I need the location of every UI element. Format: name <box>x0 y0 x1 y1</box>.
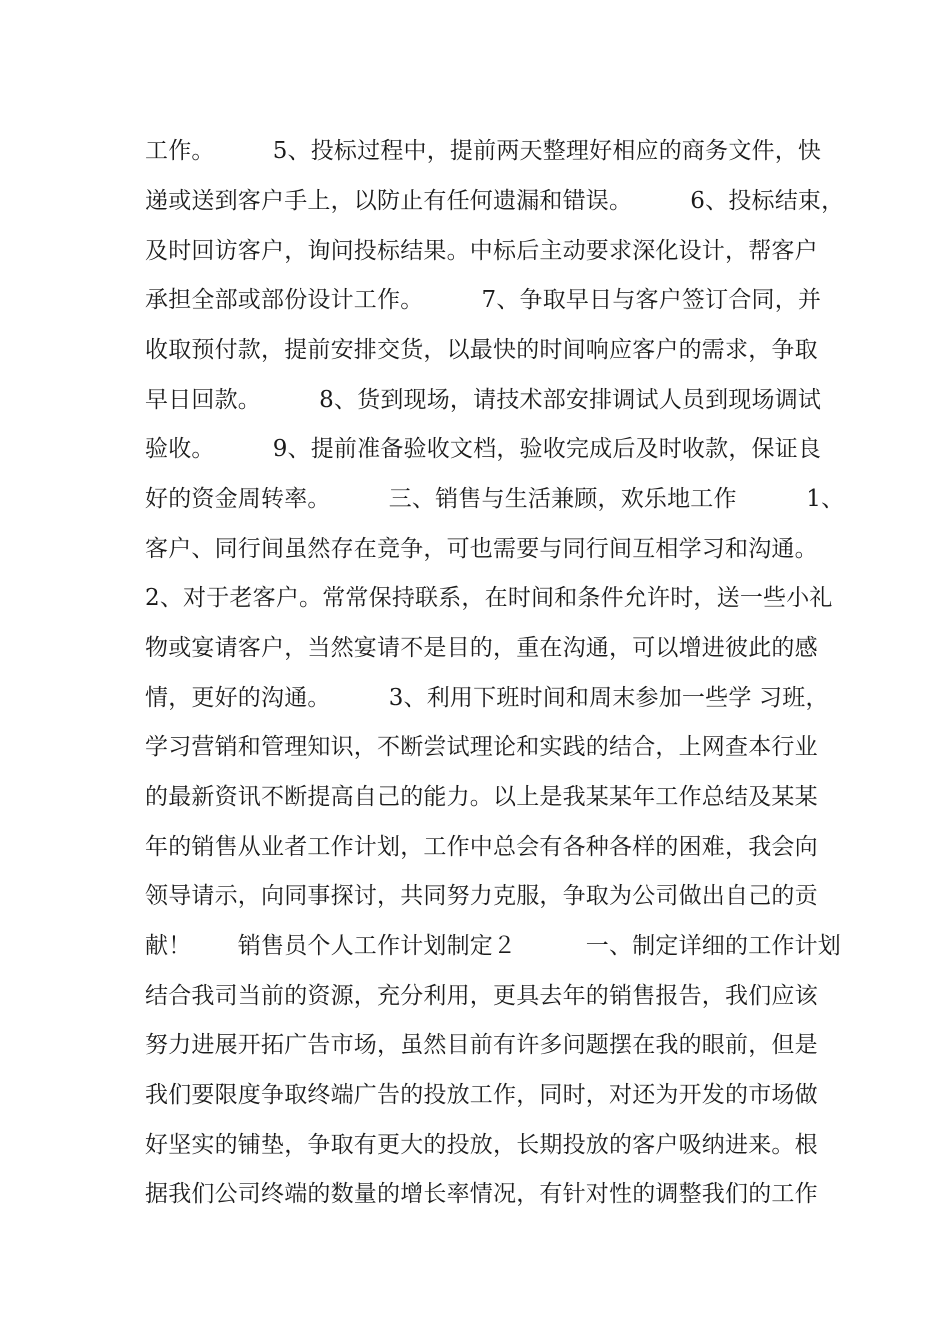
text-line: 献！ 销售员个人工作计划制定２ 一、制定详细的工作计划 <box>145 933 841 959</box>
text-line: 的最新资讯不断提高自己的能力。以上是我某某年工作总结及某某 <box>145 784 818 810</box>
text-line: 收取预付款，提前安排交货，以最快的时间响应客户的需求，争取 <box>145 337 818 363</box>
text-line: 及时回访客户，询问投标结果。中标后主动要求深化设计，帮客户 <box>145 238 818 264</box>
text-line: 结合我司当前的资源，充分利用，更具去年的销售报告，我们应该 <box>145 983 818 1009</box>
text-line: 领导请示，向同事探讨，共同努力克服，争取为公司做出自己的贡 <box>145 883 818 909</box>
text-line: 验收。 9、提前准备验收文档，验收完成后及时收款，保证良 <box>145 436 822 462</box>
text-line: 承担全部或部份设计工作。 7、争取早日与客户签订合同，并 <box>145 287 822 313</box>
text-line: 客户、同行间虽然存在竞争，可也需要与同行间互相学习和沟通。 <box>145 536 818 562</box>
text-line: 据我们公司终端的数量的增长率情况，有针对性的调整我们的工作 <box>145 1181 818 1207</box>
text-line: 递或送到客户手上，以防止有任何遗漏和错误。 6、投标结束， <box>145 188 845 214</box>
text-line: 2、对于老客户。常常保持联系，在时间和条件允许时，送一些小礼 <box>145 585 833 611</box>
text-line: 情，更好的沟通。 3、利用下班时间和周末参加一些学 习班， <box>145 685 829 711</box>
text-line: 工作。 5、投标过程中，提前两天整理好相应的商务文件，快 <box>145 138 822 164</box>
text-line: 好的资金周转率。 三、销售与生活兼顾，欢乐地工作 1、 <box>145 486 845 512</box>
text-line: 学习营销和管理知识，不断尝试理论和实践的结合，上网查本行业 <box>145 734 818 760</box>
text-line: 我们要限度争取终端广告的投放工作，同时，对还为开发的市场做 <box>145 1082 818 1108</box>
text-line: 早日回款。 8、货到现场，请技术部安排调试人员到现场调试 <box>145 387 822 413</box>
text-line: 年的销售从业者工作计划，工作中总会有各种各样的困难，我会向 <box>145 834 818 860</box>
text-line: 好坚实的铺垫，争取有更大的投放，长期投放的客户吸纳进来。根 <box>145 1132 818 1158</box>
text-line: 努力进展开拓广告市场，虽然目前有许多问题摆在我的眼前，但是 <box>145 1032 818 1058</box>
text-line: 物或宴请客户，当然宴请不是目的，重在沟通，可以增进彼此的感 <box>145 635 818 661</box>
